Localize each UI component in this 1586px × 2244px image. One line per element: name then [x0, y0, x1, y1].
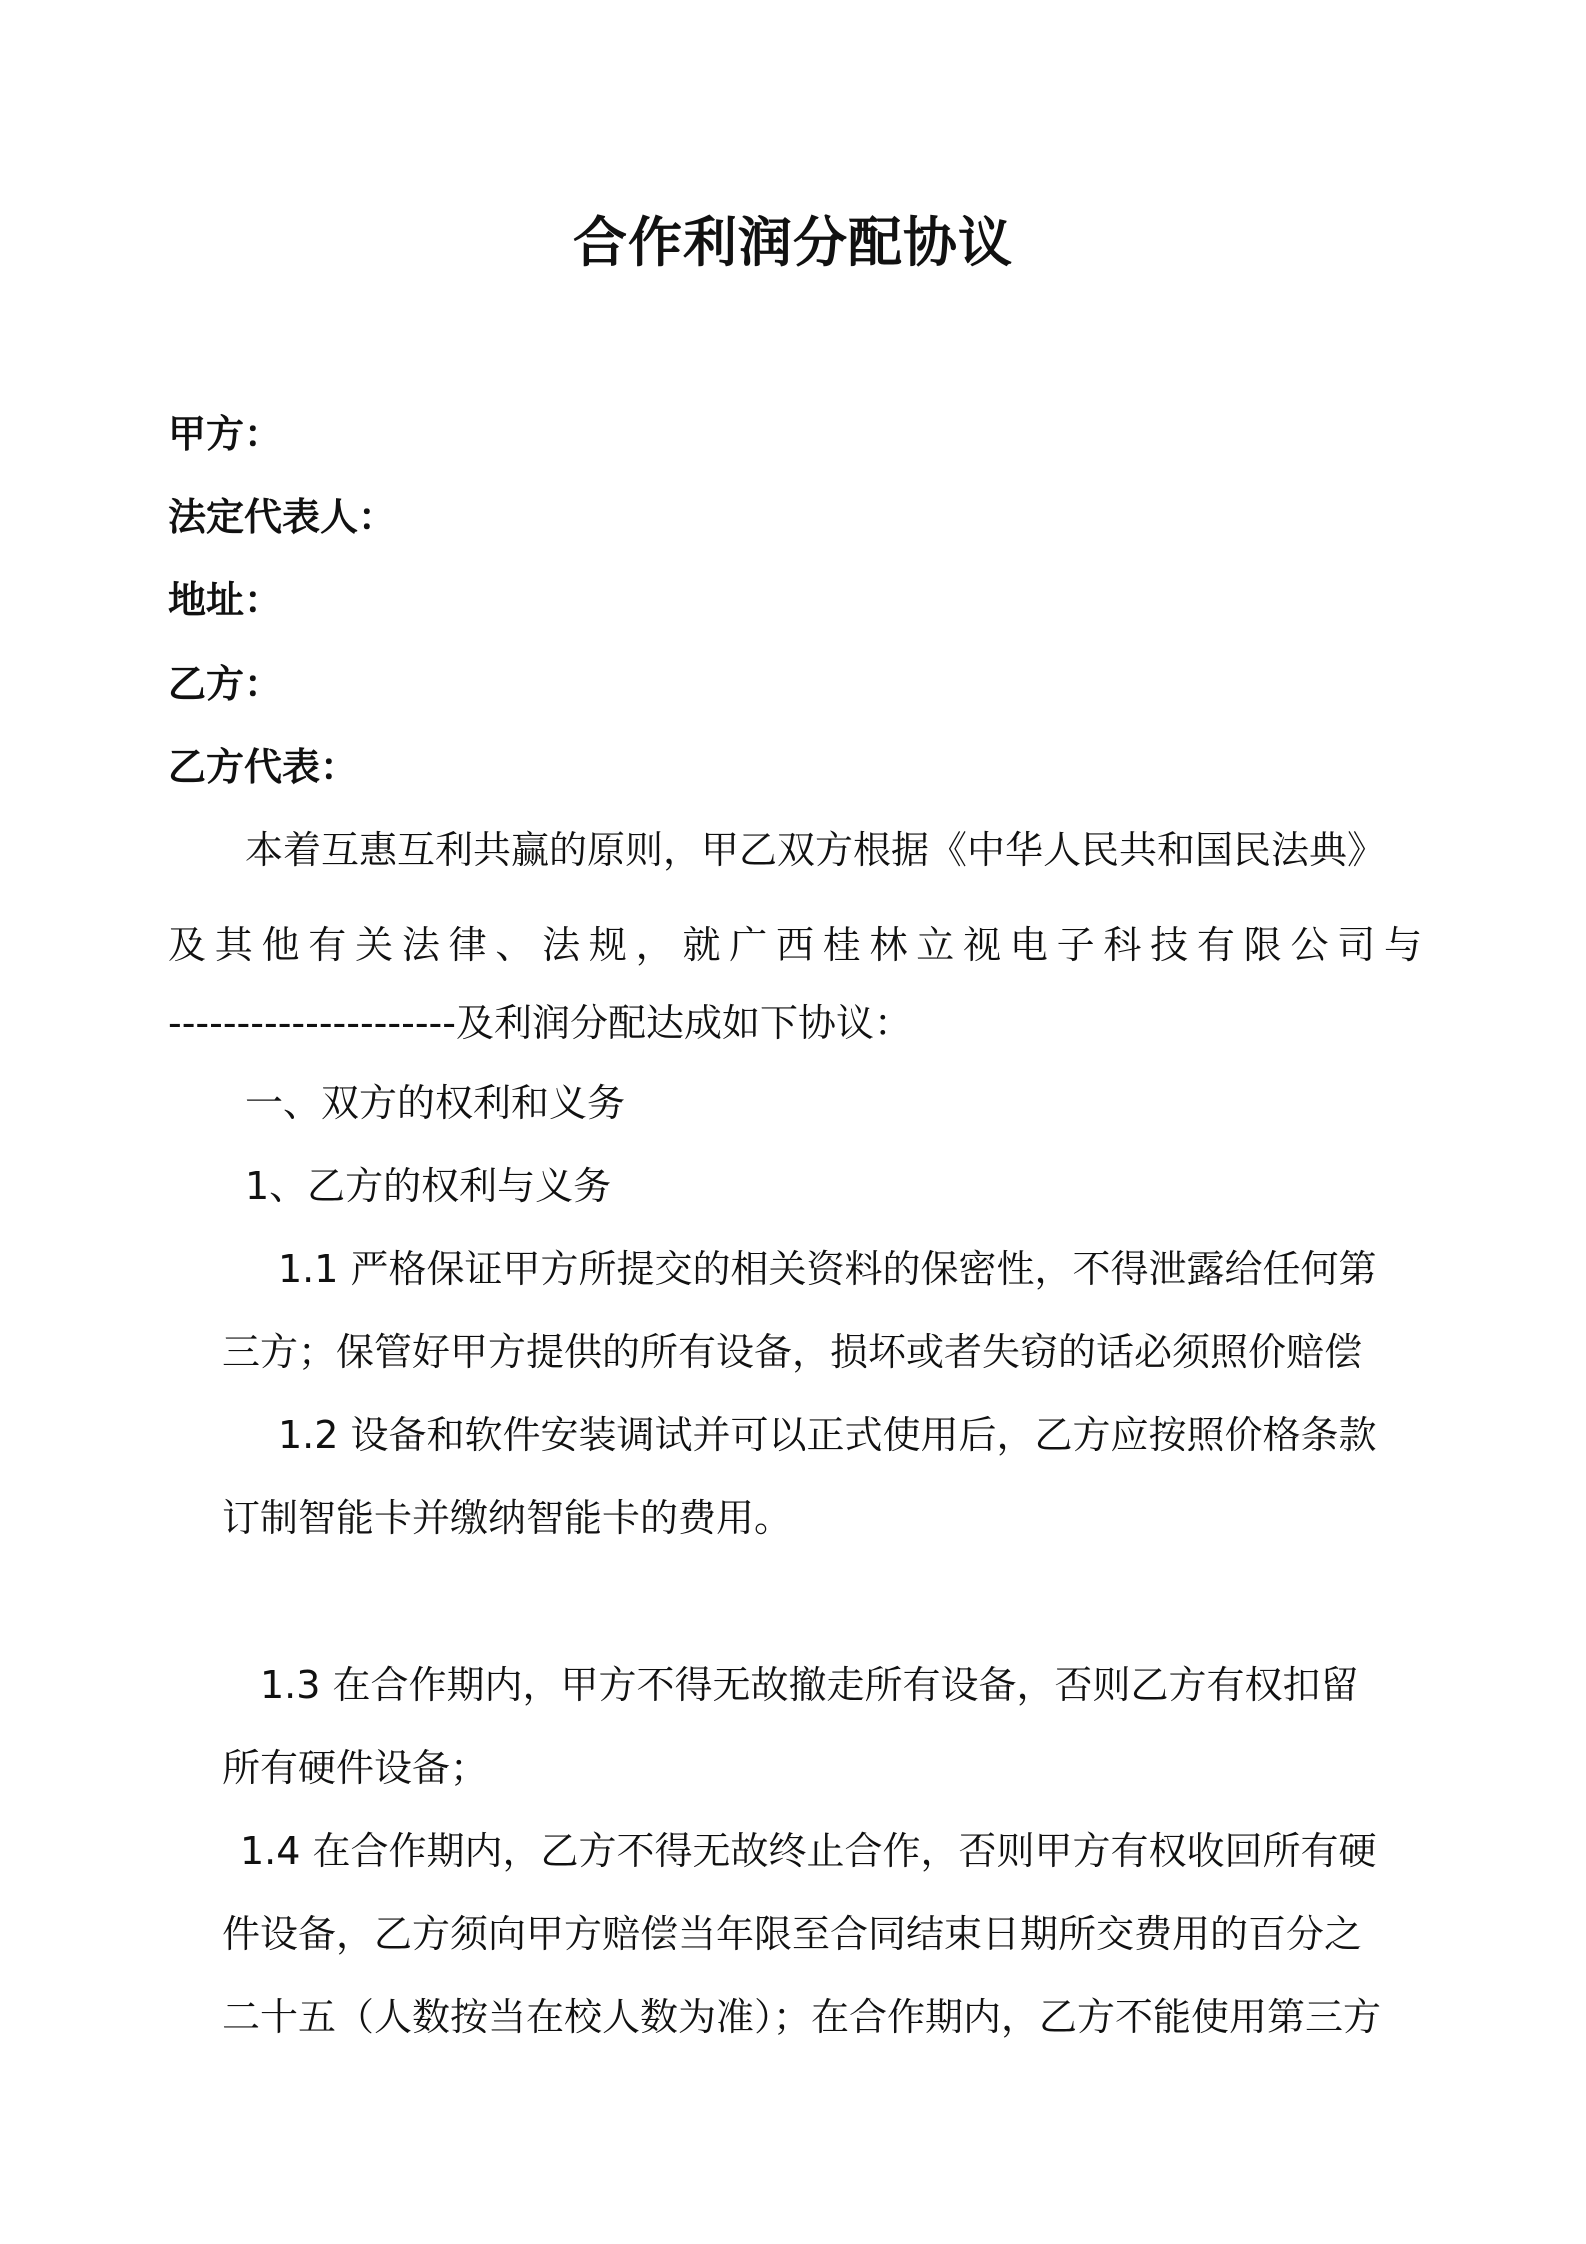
clause-1-3-line-1: 1.3 在合作期内，甲方不得无故撤走所有设备，否则乙方有权扣留	[260, 1663, 1359, 1707]
address-label: 地址：	[168, 578, 283, 622]
clause-1-4-line-1: 1.4 在合作期内，乙方不得无故终止合作，否则甲方有权收回所有硬	[240, 1829, 1377, 1873]
clause-1-2-line-1: 1.2 设备和软件安装调试并可以正式使用后，乙方应按照价格条款	[278, 1413, 1377, 1457]
party-a-label: 甲方：	[168, 412, 283, 456]
subsection-heading: 1、乙方的权利与义务	[245, 1164, 612, 1208]
legal-representative-label: 法定代表人：	[168, 495, 397, 539]
clause-1-1-line-2: 三方；保管好甲方提供的所有设备，损坏或者失窃的话必须照价赔偿	[222, 1330, 1363, 1374]
document-title: 合作利润分配协议	[573, 211, 1013, 274]
preamble-line-3: ---------------------及利润分配达成如下协议：	[168, 1001, 912, 1045]
section-heading: 一、双方的权利和义务	[245, 1081, 626, 1125]
preamble-line-1: 本着互惠互利共赢的原则，甲乙双方根据《中华人民共和国民法典》	[245, 828, 1386, 872]
clause-1-3-line-2: 所有硬件设备；	[222, 1746, 489, 1790]
party-b-label: 乙方：	[168, 662, 283, 706]
clause-1-1-line-1: 1.1 严格保证甲方所提交的相关资料的保密性，不得泄露给任何第	[278, 1247, 1377, 1291]
party-b-representative-label: 乙方代表：	[168, 745, 359, 789]
clause-1-2-line-2: 订制智能卡并缴纳智能卡的费用。	[222, 1496, 793, 1540]
clause-1-4-line-2: 件设备，乙方须向甲方赔偿当年限至合同结束日期所交费用的百分之	[222, 1912, 1363, 1956]
clause-1-4-line-3: 二十五（人数按当在校人数为准）；在合作期内，乙方不能使用第三方	[222, 1995, 1382, 2039]
preamble-line-2: 及其他有关法律、法规，就广西桂林立视电子科技有限公司与	[168, 923, 1422, 967]
